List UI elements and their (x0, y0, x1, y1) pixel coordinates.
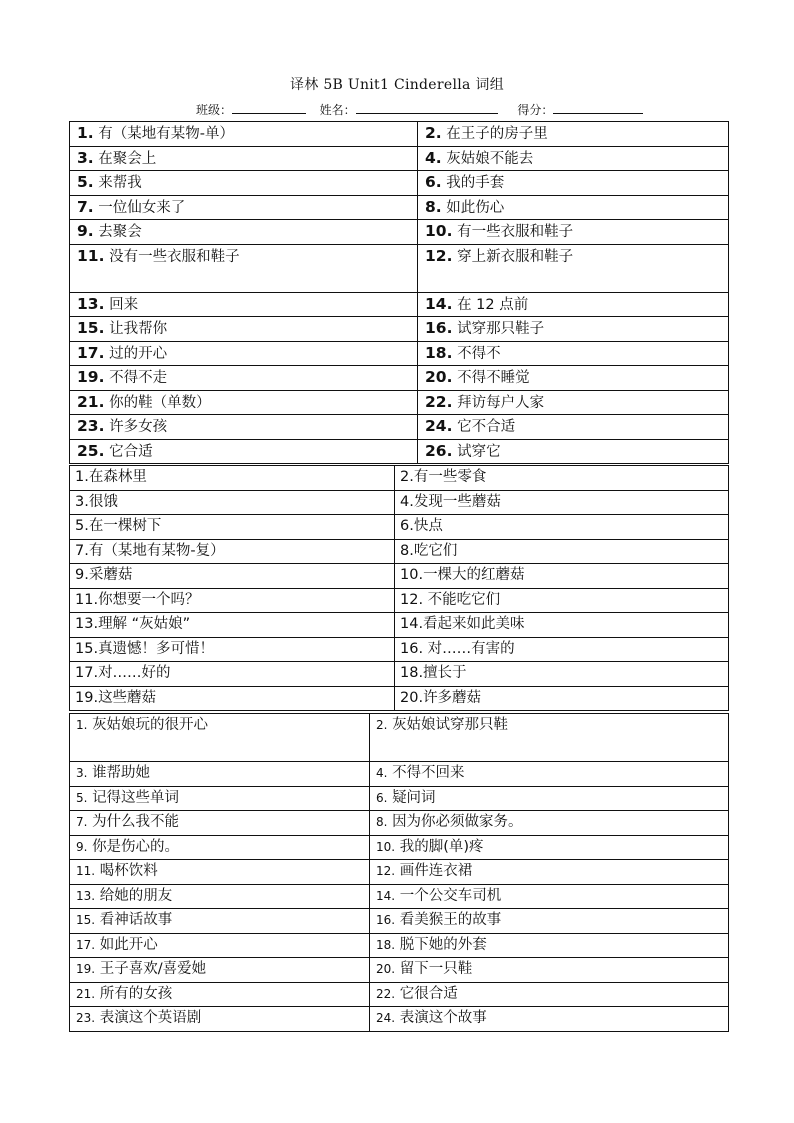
item-number: 8. (400, 542, 414, 559)
phrase-cell (395, 490, 729, 515)
item-text: 脱下她的外套 (399, 936, 487, 953)
item-number: 23. (76, 1011, 96, 1025)
table-row (70, 958, 729, 983)
table-row (70, 714, 729, 762)
item-text: 留下一只鞋 (399, 961, 473, 977)
phrase-cell (70, 415, 418, 440)
phrase-cell (370, 982, 729, 1007)
item-number: 9. (77, 222, 94, 240)
item-number: 10. (400, 567, 424, 583)
phrase-cell (70, 762, 370, 787)
item-text: 因为你必须做家务。 (392, 814, 523, 830)
phrase-cell (418, 415, 729, 440)
phrase-cell (395, 686, 729, 711)
item-number: 18. (425, 343, 453, 362)
item-text: 不得不睡觉 (457, 370, 530, 386)
page-title: 译林 5B Unit1 Cinderella 词组 (289, 77, 505, 93)
item-number: 12. (400, 591, 424, 608)
phrase-cell (370, 884, 729, 909)
table-row (70, 490, 729, 515)
phrase-cell (370, 835, 729, 860)
item-number: 21. (76, 986, 96, 1001)
item-text: 如此开心 (99, 936, 158, 953)
table-row (70, 439, 729, 464)
phrase-cell (70, 539, 395, 564)
item-number: 12. (376, 864, 396, 878)
item-number: 20. (400, 689, 424, 706)
item-number: 20. (425, 368, 453, 386)
item-number: 9. (75, 567, 89, 583)
phrase-cell (418, 171, 729, 196)
table-row (70, 588, 729, 613)
item-number: 1. (76, 718, 88, 732)
table-row (70, 539, 729, 564)
item-number: 23. (77, 417, 105, 435)
item-number: 8. (376, 815, 388, 829)
phrase-cell (395, 515, 729, 540)
phrase-cell (70, 786, 370, 811)
item-number: 11. (77, 246, 105, 265)
item-number: 6. (376, 790, 388, 805)
item-text: 一棵大的红蘑菇 (423, 567, 525, 583)
phrase-cell (418, 341, 729, 366)
score-label: 得分： (517, 103, 554, 117)
item-number: 24. (376, 1011, 396, 1025)
item-number: 14. (376, 888, 396, 903)
item-number: 13. (75, 616, 99, 632)
phrase-cell (370, 860, 729, 885)
phrase-cell (70, 958, 370, 983)
item-text: 给她的朋友 (99, 887, 173, 904)
item-text: 我的手套 (446, 175, 505, 191)
class-blank (232, 101, 306, 114)
item-number: 6. (400, 518, 414, 534)
item-number: 16. (376, 913, 396, 927)
item-text: 你想要一个吗？ (98, 591, 200, 608)
phrase-cell (370, 933, 729, 958)
item-text: 许多蘑菇 (423, 689, 482, 706)
item-text: 它很合适 (399, 985, 458, 1002)
item-text: 不能吃它们 (423, 591, 501, 608)
item-text: 画件连衣裙 (399, 863, 473, 879)
item-text: 试穿它 (457, 443, 501, 460)
item-number: 2. (425, 124, 442, 142)
item-number: 18. (376, 937, 396, 952)
phrase-cell (70, 244, 418, 292)
phrase-cell (70, 366, 418, 391)
table-row (70, 613, 729, 638)
item-number: 1. (75, 469, 89, 485)
item-number: 3. (75, 493, 89, 510)
item-number: 12. (425, 246, 453, 265)
item-text: 一个公交车司机 (399, 887, 502, 904)
phrase-cell (418, 195, 729, 220)
item-number: 3. (77, 148, 94, 167)
phrase-cell (418, 244, 729, 292)
item-text: 有一些衣服和鞋子 (457, 224, 574, 240)
table-row (70, 1007, 729, 1032)
item-text: 灰姑娘不能去 (446, 150, 534, 167)
item-number: 5. (75, 518, 89, 534)
table-row (70, 171, 729, 196)
phrase-cell (395, 539, 729, 564)
item-text: 看神话故事 (99, 912, 173, 928)
item-number: 7. (77, 197, 94, 216)
item-number: 6. (425, 173, 442, 191)
phrase-cell (370, 714, 729, 762)
item-text: 理解 “灰姑娘” (98, 616, 191, 632)
phrase-cell (395, 588, 729, 613)
table-row (70, 390, 729, 415)
item-text: 擅长于 (423, 665, 467, 681)
item-text: 有（某地有某物-复） (88, 542, 225, 559)
item-text: 拜访每户人家 (457, 394, 545, 411)
item-number: 10. (376, 839, 396, 854)
item-text: 表演这个故事 (399, 1010, 487, 1026)
item-text: 喝杯饮料 (99, 863, 158, 879)
phrase-cell (70, 439, 418, 464)
item-text: 回来 (109, 296, 139, 313)
item-number: 4. (376, 766, 388, 780)
item-text: 有一些零食 (413, 469, 487, 485)
item-number: 8. (425, 197, 442, 216)
phrase-cell (70, 317, 418, 342)
item-number: 15. (77, 319, 105, 337)
item-text: 一位仙女来了 (98, 199, 186, 216)
item-text: 在 12 点前 (457, 296, 529, 313)
phrase-cell (70, 933, 370, 958)
item-number: 14. (400, 616, 424, 632)
item-number: 7. (75, 542, 89, 559)
item-text: 你的鞋（单数） (109, 394, 211, 411)
table-row (70, 466, 729, 491)
phrase-cell (70, 1007, 370, 1032)
phrase-cell (70, 613, 395, 638)
phrase-cell (70, 220, 418, 245)
item-text: 为什么我不能 (92, 814, 180, 830)
table-row (70, 195, 729, 220)
phrase-cell (70, 686, 395, 711)
phrase-cell (418, 439, 729, 464)
phrase-cell (418, 146, 729, 171)
item-text: 它合适 (109, 443, 153, 460)
item-text: 表演这个英语剧 (99, 1010, 202, 1026)
item-text: 王子喜欢/喜爱她 (99, 961, 207, 977)
phrase-cell (70, 714, 370, 762)
phrase-cell (370, 762, 729, 787)
item-number: 19. (77, 368, 105, 386)
phrase-cell (70, 515, 395, 540)
phrase-cell (418, 292, 729, 317)
table-row (70, 146, 729, 171)
item-text: 在王子的房子里 (446, 126, 548, 142)
item-text: 有（某地有某物-单） (98, 126, 235, 142)
phrase-cell (370, 811, 729, 836)
item-text: 采蘑菇 (88, 567, 133, 583)
item-number: 5. (76, 790, 88, 805)
table-row (70, 292, 729, 317)
phrase-cell (370, 786, 729, 811)
phrase-cell (70, 835, 370, 860)
item-text: 对……有害的 (423, 640, 515, 657)
phrase-cell (70, 884, 370, 909)
item-text: 试穿那只鞋子 (457, 321, 545, 337)
phrase-cell (70, 811, 370, 836)
phrase-cell (418, 366, 729, 391)
table-row (70, 686, 729, 711)
phrase-cell (395, 613, 729, 638)
table-row (70, 835, 729, 860)
name-blank (356, 101, 498, 114)
item-text: 我的脚(单)疼 (399, 838, 484, 855)
item-text: 来帮我 (98, 175, 142, 191)
phrase-cell (418, 122, 729, 147)
item-text: 去聚会 (98, 224, 142, 240)
item-number: 10. (425, 222, 453, 240)
item-number: 11. (75, 591, 99, 608)
phrase-cell (395, 662, 729, 687)
item-text: 很饿 (88, 493, 118, 510)
item-number: 19. (75, 689, 99, 706)
item-text: 对……好的 (98, 665, 171, 681)
table-row (70, 341, 729, 366)
item-number: 13. (77, 294, 105, 313)
phrase-cell (370, 1007, 729, 1032)
phrase-cell (70, 122, 418, 147)
phrase-cell (418, 390, 729, 415)
item-text: 所有的女孩 (99, 985, 173, 1002)
score-blank (553, 101, 643, 114)
table-row (70, 366, 729, 391)
item-text: 疑问词 (392, 789, 436, 806)
item-text: 在一棵树下 (88, 518, 162, 534)
item-number: 15. (75, 640, 99, 657)
phrase-cell (70, 490, 395, 515)
item-number: 2. (400, 469, 414, 485)
phrase-cell (395, 637, 729, 662)
item-text: 快点 (413, 518, 443, 534)
item-text: 不得不 (457, 345, 501, 362)
item-number: 7. (76, 815, 88, 829)
item-number: 24. (425, 417, 453, 435)
table-row (70, 122, 729, 147)
table-row (70, 762, 729, 787)
item-text: 没有一些衣服和鞋子 (109, 248, 240, 265)
phrase-table-3 (69, 713, 729, 1032)
table-row (70, 933, 729, 958)
item-text: 吃它们 (413, 542, 458, 559)
item-text: 穿上新衣服和鞋子 (457, 248, 574, 265)
table-row (70, 982, 729, 1007)
phrase-cell (70, 564, 395, 589)
item-number: 22. (425, 392, 453, 411)
item-text: 看美猴王的故事 (399, 912, 502, 928)
item-text: 让我帮你 (109, 321, 168, 337)
item-text: 它不合适 (457, 419, 516, 435)
item-number: 16. (425, 319, 453, 337)
item-number: 25. (77, 441, 105, 460)
item-text: 谁帮助她 (92, 765, 151, 781)
name-label: 姓名： (319, 103, 356, 117)
phrase-table-1 (69, 121, 729, 464)
table-row (70, 860, 729, 885)
item-text: 这些蘑菇 (98, 689, 157, 706)
table-row (70, 317, 729, 342)
table-row (70, 909, 729, 934)
item-text: 灰姑娘玩的很开心 (92, 717, 209, 733)
phrase-cell (70, 982, 370, 1007)
item-number: 5. (77, 173, 94, 191)
phrase-cell (70, 860, 370, 885)
item-number: 17. (77, 343, 105, 362)
item-number: 22. (376, 986, 396, 1001)
item-number: 2. (376, 718, 388, 732)
phrase-cell (70, 195, 418, 220)
item-text: 真遗憾！多可惜！ (98, 640, 215, 657)
phrase-table-2 (69, 465, 729, 711)
phrase-cell (370, 958, 729, 983)
phrase-cell (70, 292, 418, 317)
phrase-cell (395, 466, 729, 491)
table-row (70, 786, 729, 811)
item-number: 3. (76, 766, 88, 780)
class-label: 班级： (196, 103, 233, 117)
table-row (70, 515, 729, 540)
item-text: 不得不走 (109, 370, 168, 386)
table-row (70, 564, 729, 589)
table-row (70, 811, 729, 836)
item-text: 发现一些蘑菇 (413, 493, 501, 510)
table-row (70, 637, 729, 662)
phrase-cell (395, 564, 729, 589)
phrase-cell (70, 390, 418, 415)
phrase-cell (70, 341, 418, 366)
item-number: 15. (76, 913, 96, 927)
phrase-cell (70, 146, 418, 171)
phrase-cell (418, 220, 729, 245)
item-number: 1. (77, 124, 94, 142)
item-text: 在聚会上 (98, 150, 157, 167)
item-number: 20. (376, 962, 396, 976)
item-number: 18. (400, 665, 424, 681)
item-number: 17. (76, 937, 96, 952)
phrase-cell (70, 662, 395, 687)
item-text: 灰姑娘试穿那只鞋 (392, 717, 509, 733)
item-text: 看起来如此美味 (423, 616, 525, 632)
table-row (70, 415, 729, 440)
table-row (70, 662, 729, 687)
item-text: 许多女孩 (109, 419, 168, 435)
phrase-cell (70, 171, 418, 196)
phrase-cell (70, 466, 395, 491)
item-text: 过的开心 (109, 345, 168, 362)
item-number: 21. (77, 392, 105, 411)
phrase-cell (418, 317, 729, 342)
phrase-cell (370, 909, 729, 934)
item-text: 不得不回来 (392, 765, 465, 781)
item-number: 9. (76, 839, 88, 854)
item-text: 你是伤心的。 (92, 838, 180, 855)
phrase-cell (70, 909, 370, 934)
item-text: 如此伤心 (446, 199, 505, 216)
item-text: 在森林里 (88, 469, 147, 485)
item-text: 记得这些单词 (92, 789, 180, 806)
item-number: 26. (425, 441, 453, 460)
item-number: 16. (400, 640, 424, 657)
phrase-cell (70, 588, 395, 613)
table-row (70, 884, 729, 909)
item-number: 11. (76, 864, 96, 878)
item-number: 14. (425, 294, 453, 313)
phrase-cell (70, 637, 395, 662)
item-number: 17. (75, 665, 99, 681)
item-number: 13. (76, 888, 96, 903)
item-number: 4. (425, 148, 442, 167)
table-row (70, 220, 729, 245)
student-info-line (196, 101, 643, 118)
table-row (70, 244, 729, 292)
item-number: 19. (76, 962, 96, 976)
item-number: 4. (400, 493, 414, 510)
